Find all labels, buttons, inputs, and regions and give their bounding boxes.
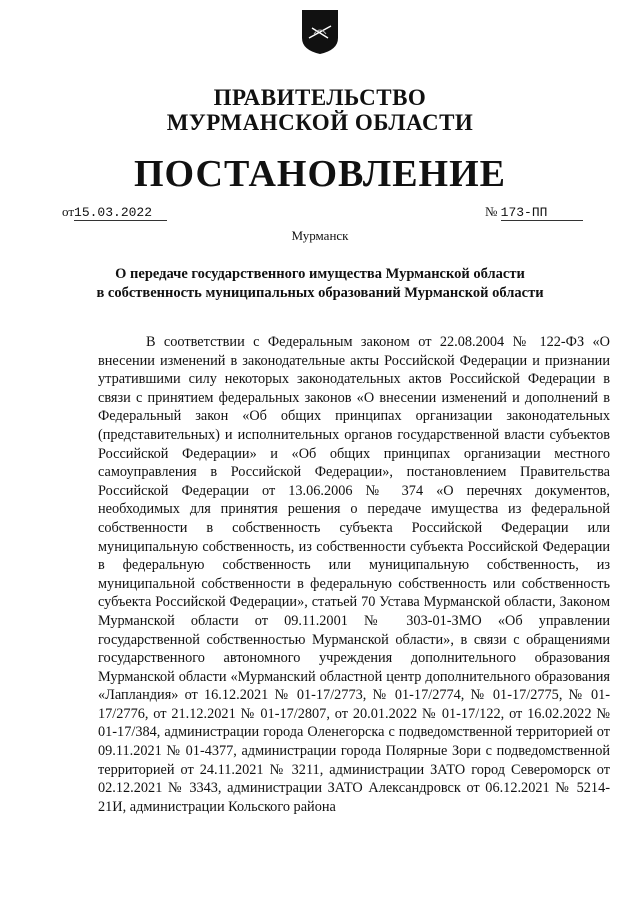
number-value: 173-ПП bbox=[501, 206, 583, 221]
number-prefix: № bbox=[485, 204, 498, 219]
body-paragraph: В соответствии с Федеральным законом от 22.08.2004 № 122-ФЗ «О внесении изменений в законодательные акты Российской Федерации и признании утратившими силу некоторых законодательных актов Российской Федерации в связи с принятием федеральных законов «О внесении изменений и дополнений в Федеральный закон «Об общих принципах организации законодательных (представительных) и исполнительных органов государственной власти субъектов Российской Федерации» и «Об общих принципах организации местного самоуправления в Российской Федерации», постановлением Правительства Российской Федерации от 13.06.2006 № 374 «О перечнях документов, необходимых для принятия решения о передаче имущества из федеральной собственности в собственность субъекта Российской Федерации или муниципальную собственность, из собственности субъекта Российской Федерации в федеральную собственность или муниципальную собственность, из муниципальной собственности в федеральную собственность или собственность субъекта Российской Федерации», статьей 70 Устава Мурманской области, Законом Мурманской области от 09.11.2001 № 303-01-ЗМО «Об управлении государственной собственностью Мурманской области», в связи с обращениями государственного автономного учреждения дополнительного образования Мурманской области «Мурманский областной центр дополнительного образования «Лапландия» от 16.12.2021 № 01-17/2773, № 01-17/2774, № 01-17/2775, № 01-17/2776, от 21.12.2021 № 01-17/2807, от 20.01.2022 № 01-17/122, от 16.02.2022 № 01-17/384, администрации города Оленегорска с подведомственной территорией от 09.11.2021 № 01-4377, администрации города Полярные Зори с подведомственной территорией от 24.11.2021 № 3211, администрации ЗАТО город Североморск от 02.12.2021 № 3343, администрации ЗАТО Александровск от 06.12.2021 № 5214-21И, администрации Кольского района bbox=[98, 334, 610, 815]
document-subject bbox=[60, 265, 580, 303]
document-date bbox=[62, 204, 167, 221]
region-title: МУРМАНСКОЙ ОБЛАСТИ bbox=[166, 110, 474, 135]
date-prefix: от bbox=[62, 204, 75, 219]
date-value: 15.03.2022 bbox=[74, 206, 167, 221]
subject-line-2: в собственность муниципальных образований Мурманской области bbox=[96, 285, 544, 301]
document-type-title: ПОСТАНОВЛЕНИЕ bbox=[133, 153, 507, 195]
government-title: ПРАВИТЕЛЬСТВО bbox=[213, 85, 427, 110]
document-number bbox=[485, 204, 583, 221]
city-name: Мурманск bbox=[291, 228, 349, 243]
coat-of-arms-emblem bbox=[300, 8, 340, 56]
subject-line-1: О передаче государственного имущества Мурманской области bbox=[115, 266, 525, 282]
